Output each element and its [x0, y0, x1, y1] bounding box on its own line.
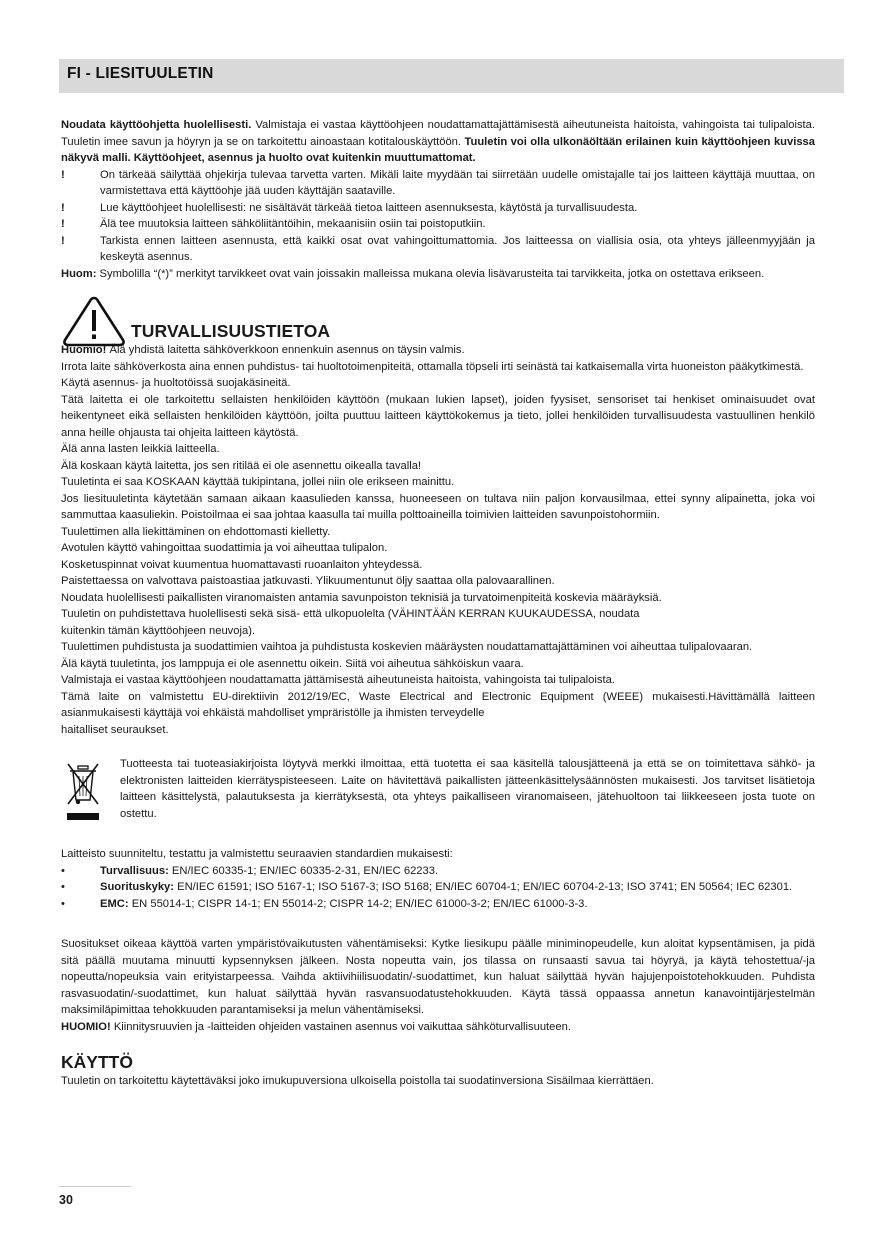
- intro-paragraph: [61, 117, 815, 167]
- safety-paragraph: kuitenkin tämän käyttöohjeen neuvoja).: [61, 624, 256, 637]
- warning-text: Lue käyttöohjeet huolellisesti: ne sisältävät tärkeää tietoa laitteen asennuksesta, käytöstä ja turvallisuudesta.: [100, 201, 638, 214]
- safety-paragraph: haitalliset seuraukset.: [61, 723, 169, 736]
- section-header-bar: [59, 59, 844, 93]
- safety-paragraph: Kosketuspinnat voivat kuumentua huomattavasti ruoanlaiton yhteydessä.: [61, 558, 423, 571]
- note-label: Huom:: [61, 267, 97, 280]
- standards-item: [61, 879, 815, 896]
- safety-paragraph: Noudata huolellisesti paikallisten viranomaisten antamia savunpoiston teknisiä ja turvatoimenpiteitä koskevia määräyksiä.: [61, 591, 662, 604]
- installation-warning-text: Kiinnitysruuvien ja -laitteiden ohjeiden vastainen asennus voi vaikuttaa sähköturvallisuuteen.: [110, 1020, 571, 1033]
- safety-paragraph: Älä käytä tuuletinta, jos lamppuja ei ole asennettu oikein. Siitä voi aiheutua sähköiskun vaara.: [61, 657, 524, 670]
- intro-bold-lead: Noudata käyttöohjetta huolellisesti.: [61, 119, 252, 131]
- footer-rule: [59, 1186, 131, 1187]
- safety-attention-label: Huomio!: [61, 344, 107, 356]
- safety-paragraph: Älä anna lasten leikkiä laitteella.: [61, 443, 220, 455]
- standards-label: EMC:: [100, 897, 129, 910]
- warning-item: [61, 233, 815, 266]
- standards-text: EN/IEC 61591; ISO 5167-1; ISO 5167-3; ISO 5168; EN/IEC 60704-1; EN/IEC 60704-2-13; ISO 3741; EN 50564; IEC 62301.: [174, 881, 793, 893]
- section-title: FI - LIESITUULETIN: [67, 65, 214, 82]
- note-paragraph: [61, 266, 815, 283]
- intro-bold-note: Tuuletin voi olla ulkonäöltään erilainen kuin käyttöohjeen kuvissa näkyvä malli. Käyttöohjeet, asennus ja huolto ovat kuitenkin muuttumattomat.: [61, 135, 815, 164]
- exclamation-mark: !: [61, 168, 65, 181]
- exclamation-mark: !: [61, 201, 65, 214]
- safety-paragraph: [61, 342, 815, 359]
- safety-paragraph: Jos liesituuletinta käytetään samaan aikaan kaasulieden kanssa, huoneeseen on tultava niin paljon korvausilmaa, ettei synny alipainetta, joka voi sammuttaa kaasuliekin. Poistoilmaa ei saa johtaa kaasulla tai muilla polttoaineilla toimivien laitteiden savunpoistohormiin.: [61, 492, 815, 521]
- safety-paragraph: Käytä asennus- ja huoltotöissä suojakäsineitä.: [61, 377, 291, 389]
- bullet: •: [61, 897, 65, 910]
- warning-item: [61, 216, 815, 233]
- bullet: •: [61, 864, 65, 877]
- warning-text: On tärkeää säilyttää ohjekirja tulevaa tarvetta varten. Mikäli laite myydään tai siirretään uudelle omistajalle tai jos laitteen käyttäjä muuttaa, on varmistettava että käyttöohje jää uuden käyttäjän saataville.: [100, 168, 815, 197]
- safety-paragraph: Tämä laite on valmistettu EU-direktiivin 2012/19/EC, Waste Electrical and Electronic Equipment (WEEE) mukaisesti.Hävittämällä laitteen asianmukaisesti käyttäjä voi ehkäistä mahdolliset ympräristölle ja ihmisten terveydelle: [61, 690, 815, 719]
- usage-text: Tuuletin on tarkoitettu käytettäväksi joko imukupuversiona ulkoisella poistolla tai suodatinversiona Sisäilmaa kierrättäen.: [61, 1075, 654, 1087]
- page-number: 30: [59, 1193, 73, 1207]
- safety-attention-text: Älä yhdistä laitetta sähköverkkoon ennenkuin asennus on täysin valmis.: [106, 344, 465, 356]
- warning-text: Tarkista ennen laitteen asennusta, että kaikki osat ovat vahingoittumattomia. Jos laitteessa on viallisia osia, ota yhteys jälleenmyyjään ja keskeytä asennus.: [100, 234, 815, 263]
- note-text: Symbolilla “(*)” merkityt tarvikkeet ovat vain joissakin malleissa mukana olevia lisävarusteita tai tarvikkeita, jotka on ostettava erikseen.: [96, 267, 765, 280]
- standards-item: [61, 896, 815, 913]
- bullet: •: [61, 881, 65, 893]
- standards-item: [61, 863, 815, 880]
- safety-paragraph: Irrota laite sähköverkosta aina ennen puhdistus- tai huoltotoimenpiteitä, ottamalla töpseli irti seinästä tai katkaisemalla virta huoneiston pääkytkimestä.: [61, 360, 804, 373]
- standards-intro: Laitteisto suunniteltu, testattu ja valmistettu seuraavien standardien mukaisesti:: [61, 848, 453, 860]
- warning-item: [61, 200, 815, 217]
- spacer: [61, 830, 815, 846]
- usage-title: KÄYTTÖ: [61, 1052, 133, 1072]
- safety-paragraph: Tuulettimen alla liekittäminen on ehdottomasti kielletty.: [61, 525, 331, 538]
- safety-paragraph: Tätä laitetta ei ole tarkoitettu sellaisten henkilöiden käyttöön (mukaan lukien lapset), joiden fyysiset, sensoriset tai henkiset ominaisuudet ovat heikentyneet eikä sellaisten henkilöiden käyttöön, joilta puuttuu laitteen käyttökokemus ja tieto, jollei henkilöiden turvallisuudesta vastuullinen henkilö anna heille ohjausta tai ohjeita laitteen käytöstä.: [61, 393, 815, 439]
- safety-paragraph: Tuuletinta ei saa KOSKAAN käyttää tukipintana, jollei niin ole erikseen mainittu.: [61, 476, 455, 488]
- crossed-bin-icon: [65, 760, 101, 822]
- standards-text: EN/IEC 60335-1; EN/IEC 60335-2-31, EN/IEC 62233.: [168, 864, 439, 877]
- page-content: [61, 117, 815, 1090]
- safety-paragraph: Avotulen käyttö vahingoittaa suodattimia ja voi aiheuttaa tulipalon.: [61, 542, 388, 554]
- safety-paragraph: Tuulettimen puhdistusta ja suodattimien vaihtoa ja puhdistusta koskevien määräysten noudattamattajättäminen voi aiheuttaa tulipalovaaran.: [61, 641, 753, 653]
- safety-paragraph: Valmistaja ei vastaa käyttöohjeen noudattamatta jättämisestä aiheutuneista haitoista, vahingoista tai tulipaloista.: [61, 674, 615, 686]
- safety-title: TURVALLISUUSTIETOA: [131, 321, 331, 341]
- spacer: [61, 928, 815, 936]
- safety-paragraph: Tuuletin on puhdistettava huolellisesti sekä sisä- että ulkopuolelta (VÄHINTÄÄN KERRAN KUUKAUDESSA, noudata: [61, 608, 640, 620]
- recommendations-paragraph: Suositukset oikeaa käyttöä varten ympäristövaikutusten vähentämiseksi: Kytke liesikupu päälle miniminopeudelle, kun aloitat kypsentämisen, ja pidä sitä päällä muutama minuutti kypsennyksen jälkeen. Nosta nopeutta vain, jos tilassa on runsaasti savua tai höyryä, ja käytä tehostettua/-ja nopeutta/nopeuksia vain erityistarpeessa. Vaihda aktiivihiilisuodatin/-suodattimet, kun haluat säilyttää hyvän hajujenpoistotehokkuuden. Puhdista rasvasuodatin/-suodattimet, kun haluat säilyttää hyvän rasvansuodatustehokkuuden. Käytä tässä oppaassa annetun kanavointijärjestelmän maksimiläpimittaa tehokkuuden parantamiseksi ja melun vähentämiseksi.: [61, 938, 815, 1016]
- intro-text: Valmistaja ei vastaa käyttöohjeen noudattamattajättämisestä aiheutuneista haitoista, vahingoista tai tulipaloista. Tuuletin imee savun ja höyryn ja se on tarkoitettu ainoastaan kotitalouskäyttöön.: [61, 119, 815, 148]
- exclamation-mark: !: [61, 234, 65, 247]
- exclamation-mark: !: [61, 218, 65, 230]
- warning-triangle-icon: [61, 294, 127, 348]
- warning-list: [61, 167, 815, 266]
- safety-heading: [61, 294, 815, 342]
- standards-text: EN 55014-1; CISPR 14-1; EN 55014-2; CISPR 14-2; EN/IEC 61000-3-2; EN/IEC 61000-3-3.: [128, 897, 588, 910]
- installation-warning: [61, 1019, 815, 1036]
- safety-paragraph: Paistettaessa on valvottava paistoastiaa jatkuvasti. Ylikuumentunut öljy saattaa olla palovaarallinen.: [61, 575, 555, 587]
- weee-text: Tuotteesta tai tuoteasiakirjoista löytyvä merkki ilmoittaa, että tuotetta ei saa käsitellä talousjätteenä ja että se on toimitettava sähkö- ja elektronisten laitteiden kierrätyspisteeseen. Laite on hävitettävä paikallisten jätteenkäsittelysäännösten mukaisesti. Jos tarvitset lisätietoja laitteen käsittelystä, palautuksesta ja kierrätyksestä, ota yhteys paikalliseen viranomaiseen, jätehuoltoon tai liikkeeseen josta tuote on ostettu.: [120, 758, 815, 820]
- standards-label: Turvallisuus:: [100, 864, 169, 877]
- spacer: [61, 912, 815, 928]
- installation-warning-label: HUOMIO!: [61, 1020, 111, 1033]
- standards-label: Suorituskyky:: [100, 881, 174, 893]
- safety-paragraph: Älä koskaan käytä laitetta, jos sen ritilää ei ole asennettu oikealla tavalla!: [61, 459, 422, 472]
- warning-item: [61, 167, 815, 200]
- standards-list: [61, 863, 815, 913]
- warning-text: Älä tee muutoksia laitteen sähköliitäntöihin, mekaanisiin osiin tai poistoputkiin.: [100, 218, 486, 230]
- weee-section: [61, 756, 815, 830]
